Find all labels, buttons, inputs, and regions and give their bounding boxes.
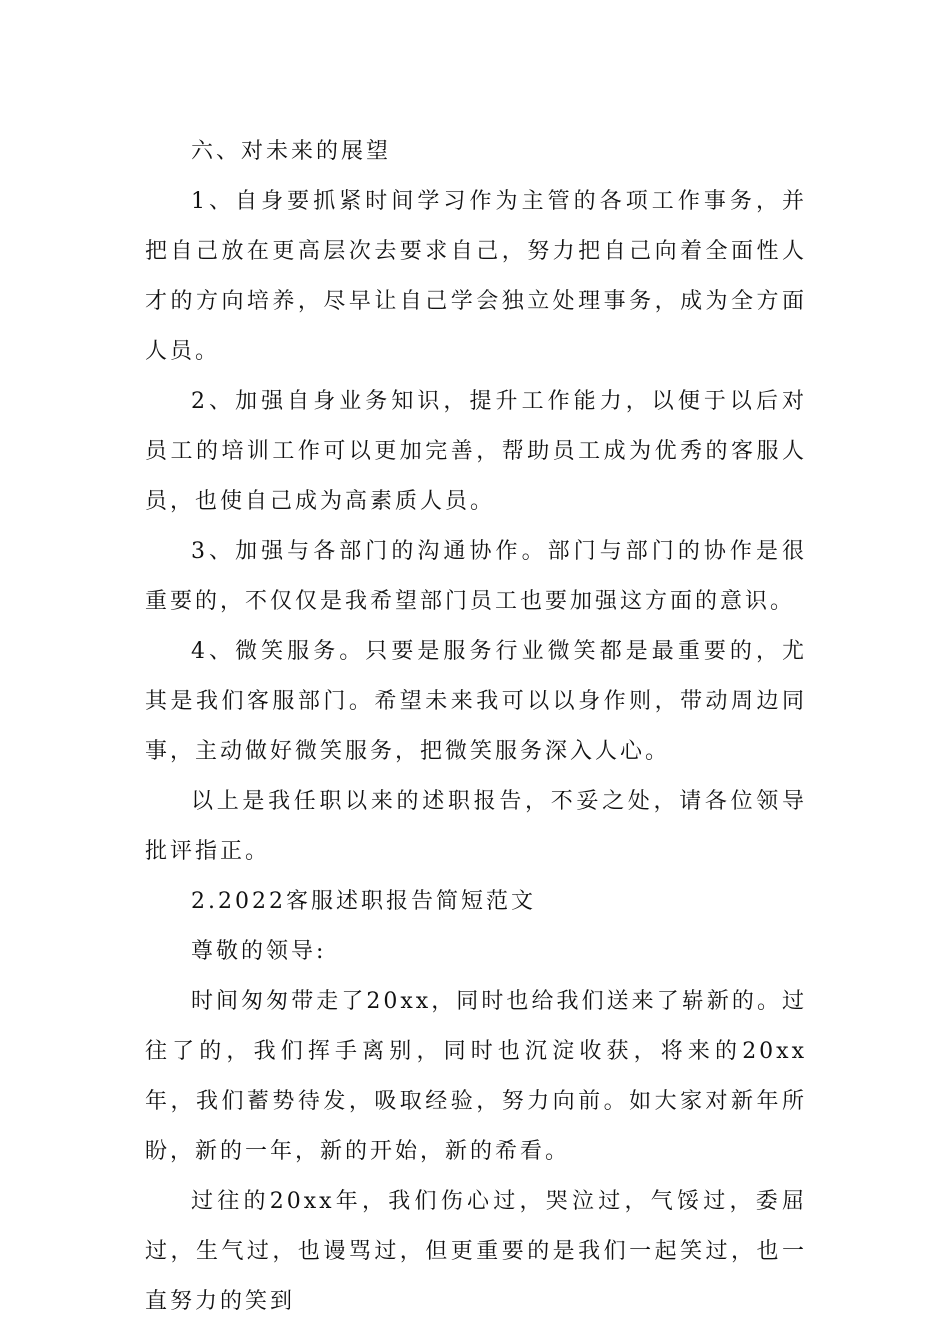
paragraph: 3、加强与各部门的沟通协作。部门与部门的协作是很重要的，不仅仅是我希望部门员工也要加强这方面的意识。: [145, 539, 807, 614]
paragraph: 2、加强自身业务知识，提升工作能力，以便于以后对员工的培训工作可以更加完善，帮助员工成为优秀的客服人员，也使自己成为高素质人员。: [145, 389, 807, 514]
paragraph: 过往的20xx年，我们伤心过，哭泣过，气馁过，委屈过，生气过，也谩骂过，但更重要的是我们一起笑过，也一直努力的笑到: [145, 1189, 807, 1314]
paragraph: 时间匆匆带走了20xx，同时也给我们送来了崭新的。过往了的，我们挥手离别，同时也沉淀收获，将来的20xx年，我们蓄势待发，吸取经验，努力向前。如大家对新年所盼，新的一年，新的开始，新的希看。: [145, 989, 807, 1164]
section-heading: 六、对未来的展望: [191, 139, 392, 164]
paragraph: 4、微笑服务。只要是服务行业微笑都是最重要的，尤其是我们客服部门。希望未来我可以以身作则，带动周边同事，主动做好微笑服务，把微笑服务深入人心。: [145, 639, 807, 764]
salutation: 尊敬的领导:: [191, 939, 327, 964]
article-title: 2.2022客服述职报告简短范文: [191, 889, 536, 914]
paragraph: 1、自身要抓紧时间学习作为主管的各项工作事务，并把自己放在更高层次去要求自己，努力把自己向着全面性人才的方向培养，尽早让自己学会独立处理事务，成为全方面人员。: [145, 189, 807, 364]
document-body: [145, 127, 807, 1327]
paragraph: 以上是我任职以来的述职报告，不妥之处，请各位领导批评指正。: [145, 789, 807, 864]
